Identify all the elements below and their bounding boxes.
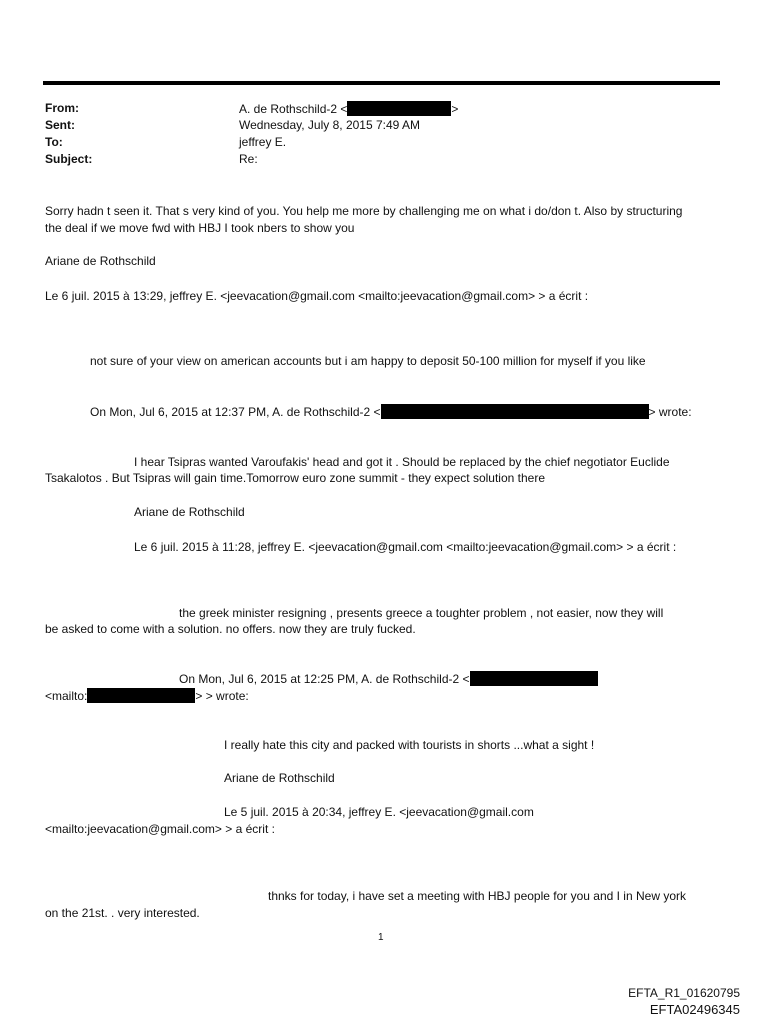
quote-4-intro: [179, 671, 598, 687]
quote-3-intro: Le 6 juil. 2015 à 11:28, jeffrey E. <jeevacation@gmail.com <mailto:jeevacation@gmail.com> > a écrit :: [134, 540, 677, 554]
page-number: 1: [378, 932, 384, 943]
quote-4-line-2-end: > > wrote:: [195, 689, 249, 703]
redaction-block: [470, 671, 598, 686]
quote-5-line-1: Le 5 juil. 2015 à 20:34, jeffrey E. <jeevacation@gmail.com: [224, 805, 534, 819]
quote-1-intro: Le 6 juil. 2015 à 13:29, jeffrey E. <jeevacation@gmail.com <mailto:jeevacation@gmail.com> > a écrit :: [45, 289, 589, 303]
message-3-line-2: be asked to come with a solution. no offers. now they are truly fucked.: [45, 622, 416, 636]
message-5-line-1: thnks for today, i have set a meeting with HBJ people for you and I in New york: [268, 889, 686, 903]
body-paragraph-1-line-2: the deal if we move fwd with HBJ I took nbers to show you: [45, 221, 355, 235]
signature-3: Ariane de Rothschild: [224, 771, 335, 785]
footer-id-2: EFTA02496345: [649, 1002, 740, 1017]
from-value: [239, 101, 458, 117]
body-paragraph-1-line-1: Sorry hadn t seen it. That s very kind of you. You help me more by challenging me on what i do/don t. Also by structuring: [45, 204, 683, 218]
signature-2: Ariane de Rothschild: [134, 505, 245, 519]
message-1: not sure of your view on american accounts but i am happy to deposit 50-100 million for myself if you like: [90, 354, 646, 368]
subject-value: Re:: [239, 152, 258, 166]
signature-1: Ariane de Rothschild: [45, 254, 156, 268]
redaction-block: [347, 101, 451, 116]
sent-label: Sent:: [45, 118, 75, 132]
to-label: To:: [45, 135, 63, 149]
quote-2-intro: [90, 404, 692, 420]
header-rule: [43, 81, 720, 85]
quote-2-intro-end: > wrote:: [648, 405, 692, 419]
from-name: A. de Rothschild-2 <: [239, 102, 348, 116]
quote-5-line-2: <mailto:jeevacation@gmail.com> > a écrit :: [45, 822, 275, 836]
subject-label: Subject:: [45, 152, 93, 166]
quote-2-intro-start: On Mon, Jul 6, 2015 at 12:37 PM, A. de Rothschild-2 <: [90, 405, 381, 419]
quote-4-intro-start: On Mon, Jul 6, 2015 at 12:25 PM, A. de Rothschild-2 <: [179, 672, 470, 686]
quote-4-line-2: [45, 688, 249, 704]
redaction-block: [87, 688, 195, 703]
message-4: I really hate this city and packed with tourists in shorts ...what a sight !: [224, 738, 595, 752]
quote-4-line-2-start: <mailto:: [45, 689, 88, 703]
footer-id-1: EFTA_R1_01620795: [628, 986, 740, 1000]
message-5-line-2: on the 21st. . very interested.: [45, 906, 200, 920]
message-3-line-1: the greek minister resigning , presents greece a toughter problem , not easier, now they will: [179, 606, 664, 620]
from-tail: >: [451, 102, 459, 116]
message-2-line-1: I hear Tsipras wanted Varoufakis' head and got it . Should be replaced by the chief negotiator Euclide: [134, 455, 670, 469]
from-label: From:: [45, 101, 79, 115]
redaction-block: [381, 404, 649, 419]
message-2-line-2: Tsakalotos . But Tsipras will gain time.Tomorrow euro zone summit - they expect solution there: [45, 471, 545, 485]
sent-value: Wednesday, July 8, 2015 7:49 AM: [239, 118, 421, 132]
to-value: jeffrey E.: [239, 135, 287, 149]
